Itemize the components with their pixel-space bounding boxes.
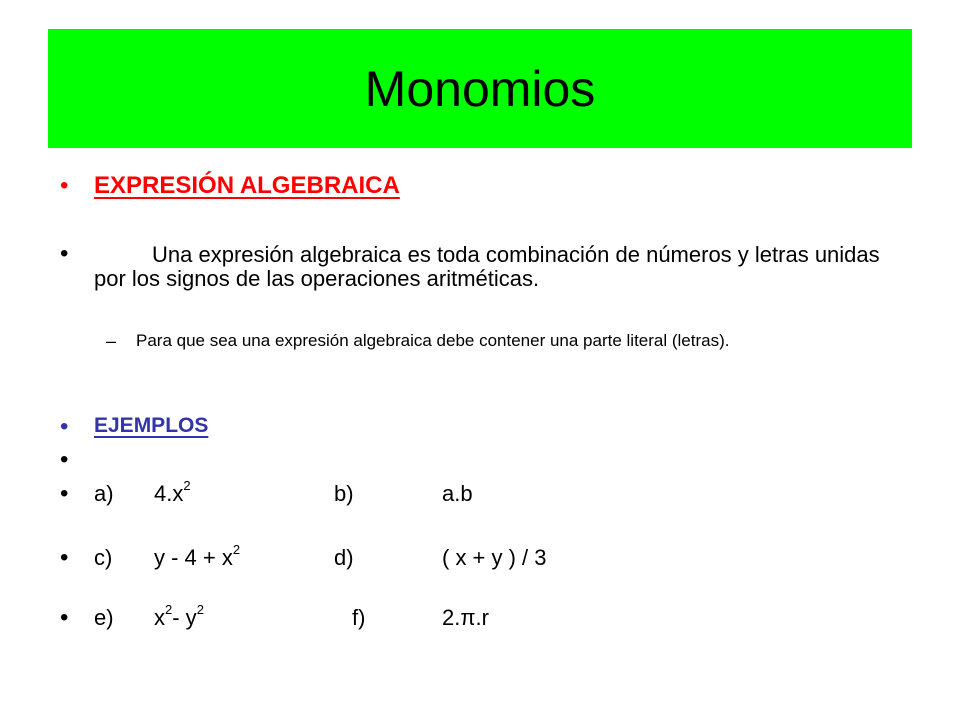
bullet: • [60, 240, 69, 267]
example-label: b) [334, 481, 354, 506]
bullet: • [60, 544, 69, 571]
example-row [94, 542, 694, 575]
dash-marker: – [106, 331, 117, 351]
example-expression: $4.x^2$ [154, 478, 191, 506]
bullet: • [60, 413, 69, 440]
definition-text: Una expresión algebraica es toda combinación de números y letras unidas por los signos de las operaciones aritméticas. [94, 242, 880, 291]
example-expression: 2.π.r [442, 605, 489, 630]
example-row [94, 478, 694, 511]
example-label: d) [334, 545, 354, 570]
bullet: • [60, 604, 69, 631]
example-expression: $y - 4 + x^2$ [154, 542, 241, 570]
title-bar [48, 29, 912, 148]
slide-title: Monomios [364, 60, 596, 117]
section-heading-ejemplos: EJEMPLOS [94, 414, 209, 437]
example-label: f) [352, 605, 366, 630]
example-row [94, 602, 694, 635]
sub-point: Para que sea una expresión algebraica debe contener una parte literal (letras). [136, 331, 730, 350]
bullet: • [60, 172, 69, 199]
example-expression: ( x + y ) / 3 [442, 545, 547, 570]
example-expression: $x^2-$ $y^2$ [154, 602, 204, 630]
bullet: • [60, 446, 69, 473]
example-label: e) [94, 605, 114, 630]
section-heading-expresion: EXPRESIÓN ALGEBRAICA [94, 172, 400, 199]
bullet: • [60, 480, 69, 507]
example-expression: a.b [442, 481, 473, 506]
example-label: c) [94, 545, 113, 570]
example-label: a) [94, 481, 114, 506]
definition-paragraph [94, 243, 894, 291]
